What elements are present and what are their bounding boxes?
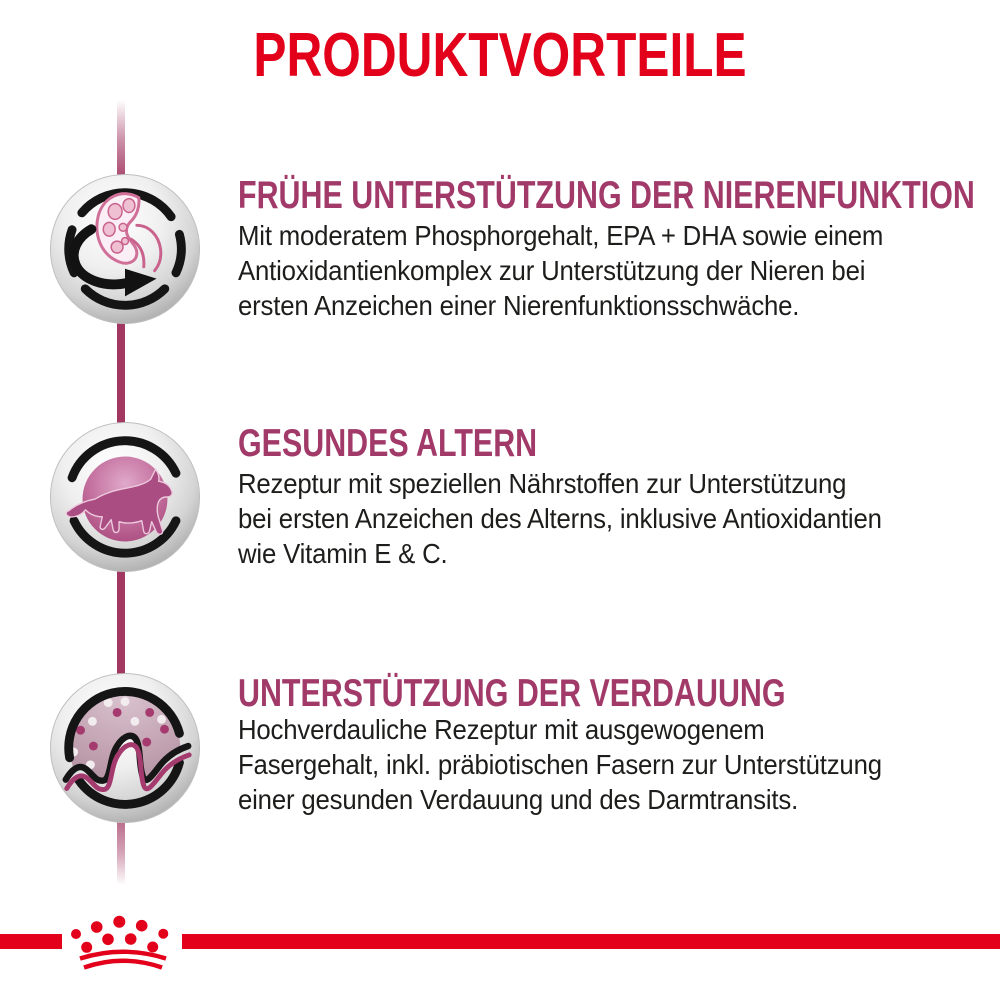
red-divider-right xyxy=(182,934,1000,949)
kidney-support-icon xyxy=(46,170,204,328)
royal-canin-crown-icon xyxy=(68,912,178,978)
body-line: Antioxidantienkomplex zur Unterstützung der Nieren bei xyxy=(238,255,866,286)
red-divider-left xyxy=(0,934,62,949)
section-body xyxy=(238,466,938,571)
digestion-support-icon xyxy=(46,669,204,827)
body-line: bei ersten Anzeichen des Alterns, inklusive Antioxidantien xyxy=(238,503,882,534)
body-line: ersten Anzeichen einer Nierenfunktionsschwäche. xyxy=(238,290,800,321)
section-body xyxy=(238,712,938,817)
body-line: wie Vitamin E & C. xyxy=(238,538,448,569)
senior-cat-icon xyxy=(46,418,204,576)
section-body xyxy=(238,218,939,323)
body-line: Mit moderatem Phosphorgehalt, EPA + DHA sowie einem xyxy=(238,220,884,251)
page-title: PRODUKTVORTEILE xyxy=(253,21,747,90)
section-heading: UNTERSTÜTZUNG DER VERDAUUNG xyxy=(238,672,786,715)
body-line: Hochverdauliche Rezeptur mit ausgewogenem xyxy=(238,714,765,745)
body-line: Fasergehalt, inkl. präbiotischen Fasern zur Unterstützung xyxy=(238,749,882,780)
section-heading: FRÜHE UNTERSTÜTZUNG DER NIERENFUNKTION xyxy=(238,174,975,217)
body-line: Rezeptur mit speziellen Nährstoffen zur Unterstützung xyxy=(238,468,847,499)
section-heading: GESUNDES ALTERN xyxy=(238,422,538,465)
body-line: einer gesunden Verdauung und des Darmtransits. xyxy=(238,784,799,815)
